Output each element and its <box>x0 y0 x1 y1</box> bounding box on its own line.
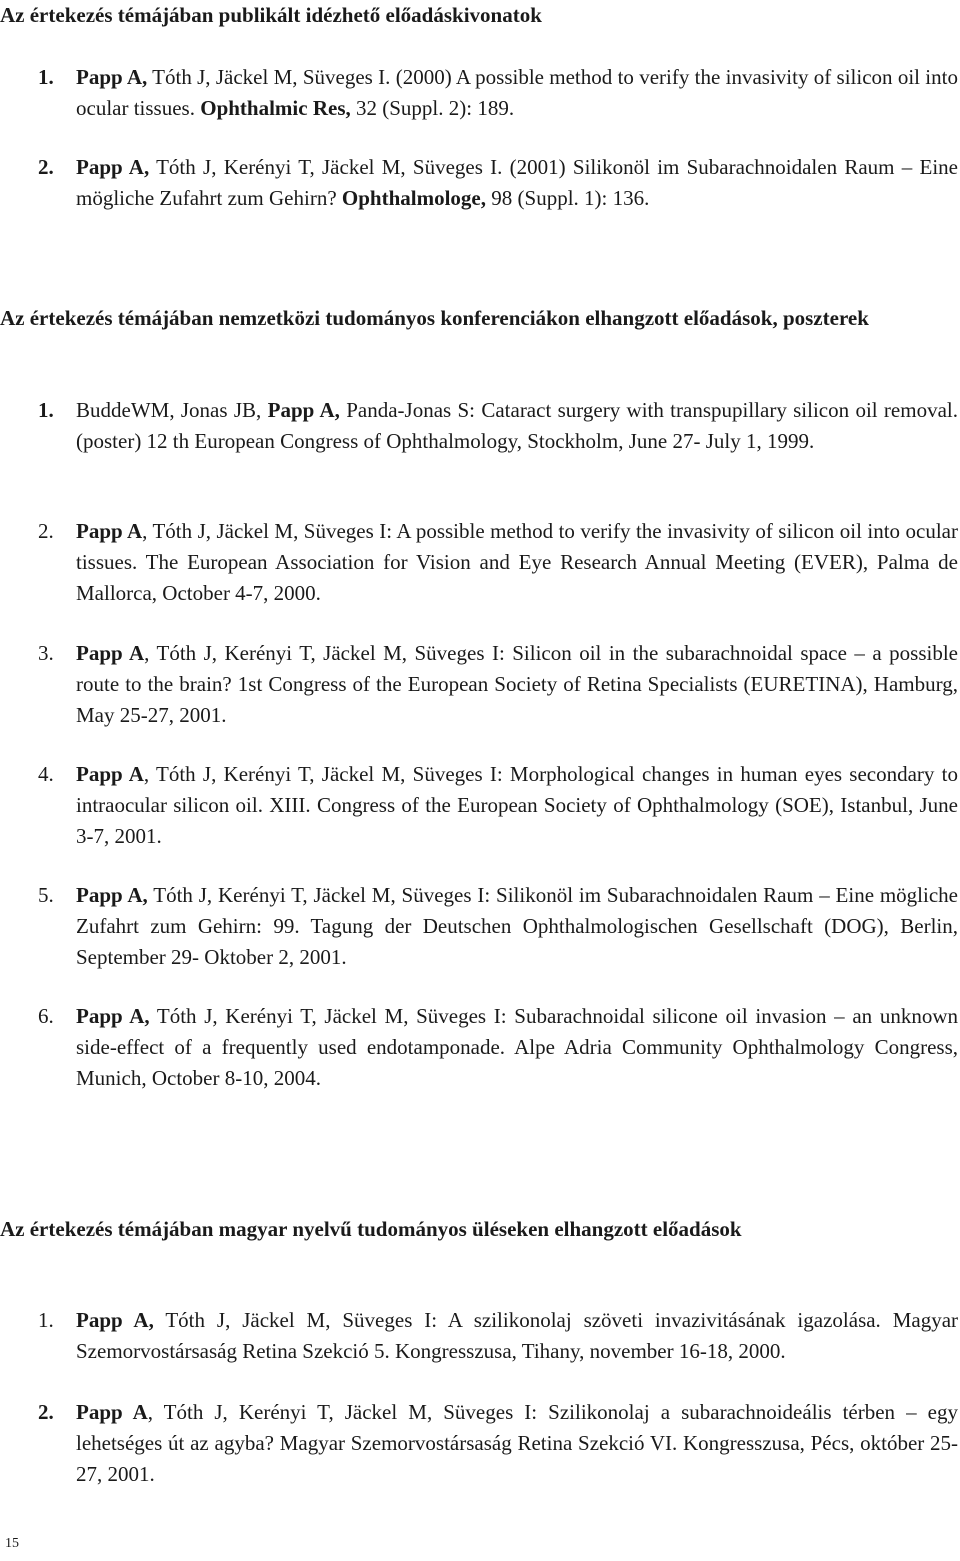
text-segment: Tóth J, Kerényi T, Jäckel M, Süveges I: Silikonöl im Subarachnoidalen Raum – Eine mögliche Zufahrt zum Gehirn: 99. Tagung der Deutschen Ophthalmologischen Gesellschaft (DOG), Berlin, September 29- Oktober 2, 2001. <box>76 883 958 969</box>
item-number: 1. <box>38 1308 54 1332</box>
text-segment: Papp A, <box>76 1004 150 1028</box>
text-segment: Papp A, <box>76 1308 154 1332</box>
item-number: 2. <box>38 1400 54 1424</box>
list-item <box>0 880 958 973</box>
item-text <box>76 1001 958 1094</box>
list-item <box>0 395 958 457</box>
text-segment: Papp A, <box>76 155 150 179</box>
item-number: 5. <box>38 883 54 907</box>
list-item <box>0 62 958 124</box>
list-item <box>0 1305 958 1367</box>
text-segment: Ophthalmic Res, <box>200 96 351 120</box>
item-number: 6. <box>38 1004 54 1028</box>
text-segment: BuddeWM, Jonas JB, <box>76 398 268 422</box>
item-number: 3. <box>38 641 54 665</box>
item-text <box>76 516 958 609</box>
item-number: 1. <box>38 398 54 422</box>
text-segment: Tóth J, Kerényi T, Jäckel M, Süveges I. (2001) Silikonöl im Subarachnoidalen Raum – Eine mögliche Zufahrt zum Gehirn? <box>76 155 958 210</box>
text-segment: , Tóth J, Jäckel M, Süveges I: A possible method to verify the invasivity of silicon oil into ocular tissues. The European Association for Vision and Eye Research Annual Meeting (EVER), Palma de Mallorca, October 4-7, 2000. <box>76 519 958 605</box>
item-text <box>76 395 958 457</box>
item-text <box>76 1397 958 1490</box>
section-title-hungarian: Az értekezés témájában magyar nyelvű tudományos üléseken elhangzott előadások <box>0 1217 742 1241</box>
item-number: 4. <box>38 762 54 786</box>
text-segment: Papp A, <box>76 883 148 907</box>
list-item <box>0 638 958 731</box>
item-text <box>76 1305 958 1367</box>
text-segment: Papp A <box>76 1400 148 1424</box>
list-item <box>0 152 958 214</box>
page-number: 15 <box>5 1536 19 1551</box>
list-item <box>0 1001 958 1094</box>
list-item <box>0 759 958 852</box>
item-text <box>76 62 958 124</box>
text-segment: Tóth J, Jäckel M, Süveges I: A szilikonolaj szöveti invazivitásának igazolása. Magyar Szemorvostársaság Retina Szekció 5. Kongresszusa, Tihany, november 16-18, 2000. <box>76 1308 959 1363</box>
list-item <box>0 1397 958 1490</box>
item-number: 2. <box>38 155 54 179</box>
list-item <box>0 516 958 609</box>
item-text <box>76 880 958 973</box>
text-segment: 98 (Suppl. 1): 136. <box>486 186 650 210</box>
section-title-abstracts: Az értekezés témájában publikált idézhető előadáskivonatok <box>0 3 542 27</box>
section-title-conferences: Az értekezés témájában nemzetközi tudományos konferenciákon elhangzott előadások, poszterek <box>0 306 869 330</box>
text-segment: Papp A, <box>267 398 340 422</box>
text-segment: Papp A <box>76 762 144 786</box>
item-number: 1. <box>38 65 54 89</box>
text-segment: , Tóth J, Kerényi T, Jäckel M, Süveges I: Silicon oil in the subarachnoidal space – a possible route to the brain? 1st Congress of the European Society of Retina Specialists (EURETINA), Hamburg, May 25-27, 2001. <box>76 641 958 727</box>
text-segment: Panda-Jonas S: Cataract surgery with transpupillary silicon oil removal. (poster) 12 th European Congress of Ophthalmology, Stockholm, June 27- July 1, 1999. <box>76 398 958 453</box>
text-segment: Papp A <box>76 641 145 665</box>
text-segment: Ophthalmologe, <box>341 186 487 210</box>
text-segment: , Tóth J, Kerényi T, Jäckel M, Süveges I: Morphological changes in human eyes secondary to intraocular silicon oil. XIII. Congress of the European Society of Ophthalmology (SOE), Istanbul, June 3-7, 2001. <box>76 762 958 848</box>
text-segment: Papp A, <box>76 65 148 89</box>
item-text <box>76 152 958 214</box>
item-text <box>76 759 958 852</box>
item-number: 2. <box>38 519 54 543</box>
text-segment: Tóth J, Jäckel M, Süveges I. (2000) A possible method to verify the invasivity of silicon oil into ocular tissues. <box>76 65 958 120</box>
text-segment: 32 (Suppl. 2): 189. <box>350 96 515 120</box>
text-segment: , Tóth J, Kerényi T, Jäckel M, Süveges I: Szilikonolaj a subarachnoideális térben – egy lehetséges út az agyba? Magyar Szemorvostársaság Retina Szekció VI. Kongresszusa, Pécs, október 25-27, 2001. <box>76 1400 958 1486</box>
text-segment: Papp A <box>76 519 143 543</box>
text-segment: Tóth J, Kerényi T, Jäckel M, Süveges I: Subarachnoidal silicone oil invasion – an unknown side-effect of a frequently used endotamponade. Alpe Adria Community Ophthalmology Congress, Munich, October 8-10, 2004. <box>76 1004 958 1090</box>
item-text <box>76 638 958 731</box>
